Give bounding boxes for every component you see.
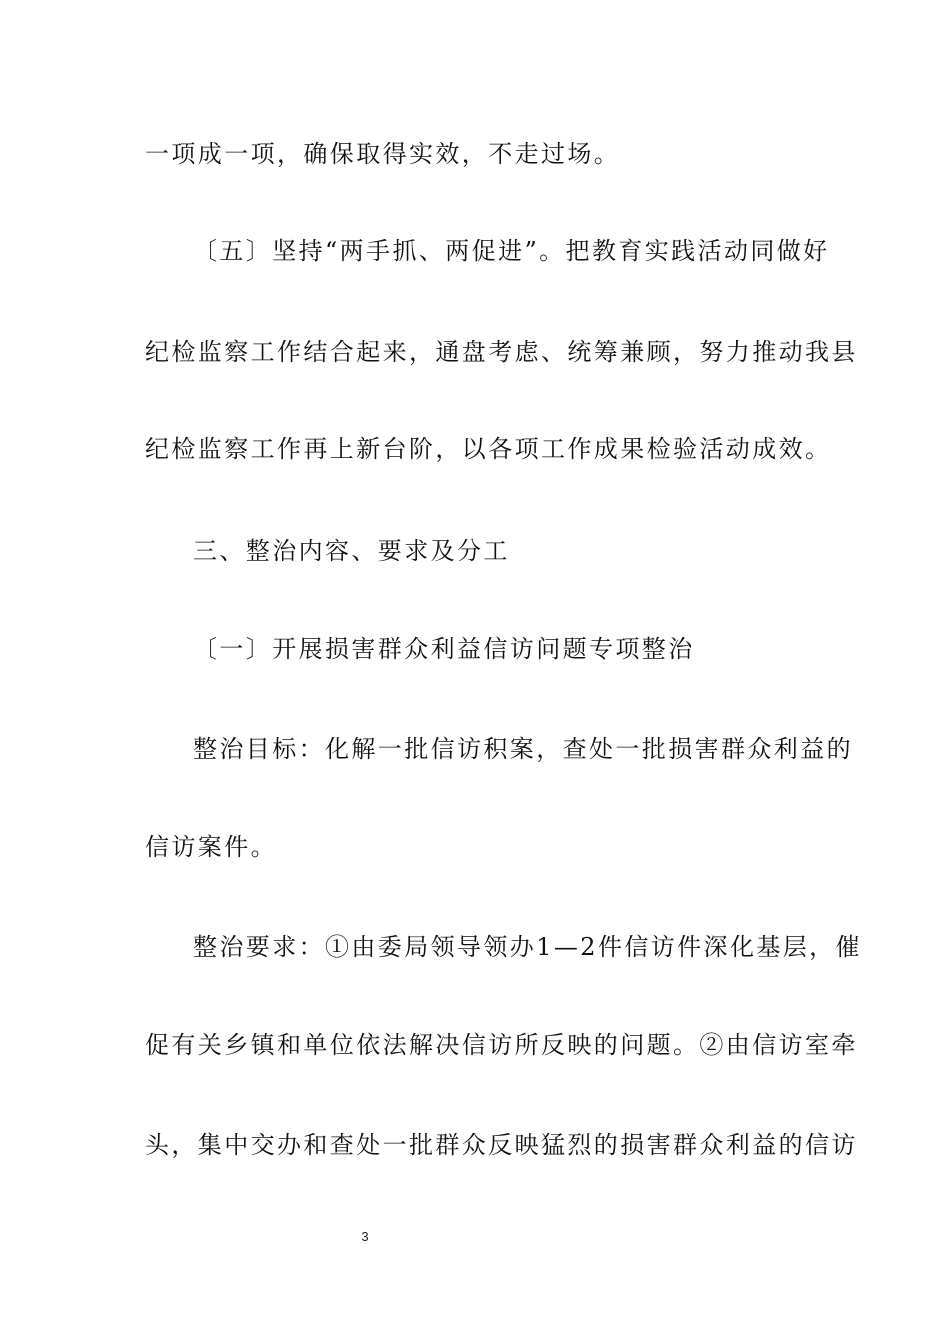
- text-line-2: 〔五〕坚持“两手抓、两促进”。把教育实践活动同做好: [193, 237, 830, 265]
- section-heading: 三、整治内容、要求及分工: [193, 537, 510, 565]
- text-line-4: 纪检监察工作再上新台阶，以各项工作成果检验活动成效。: [145, 435, 832, 463]
- text-line-8: 信访案件。: [145, 833, 277, 861]
- text-line-9: 整治要求：①由委局领导领办1—2件信访件深化基层，催: [193, 933, 862, 961]
- text-line-1: 一项成一项，确保取得实效，不走过场。: [145, 140, 621, 168]
- page-number: 3: [361, 1229, 369, 1244]
- text-line-10: 促有关乡镇和单位依法解决信访所反映的问题。②由信访室牵: [145, 1031, 858, 1059]
- text-line-7: 整治目标：化解一批信访积案，查处一批损害群众利益的: [193, 735, 853, 763]
- text-line-3: 纪检监察工作结合起来，通盘考虑、统筹兼顾，努力推动我县: [145, 338, 858, 366]
- subsection-heading: 〔一〕开展损害群众利益信访问题专项整治: [193, 635, 695, 663]
- text-line-11: 头，集中交办和查处一批群众反映猛烈的损害群众利益的信访: [145, 1131, 858, 1159]
